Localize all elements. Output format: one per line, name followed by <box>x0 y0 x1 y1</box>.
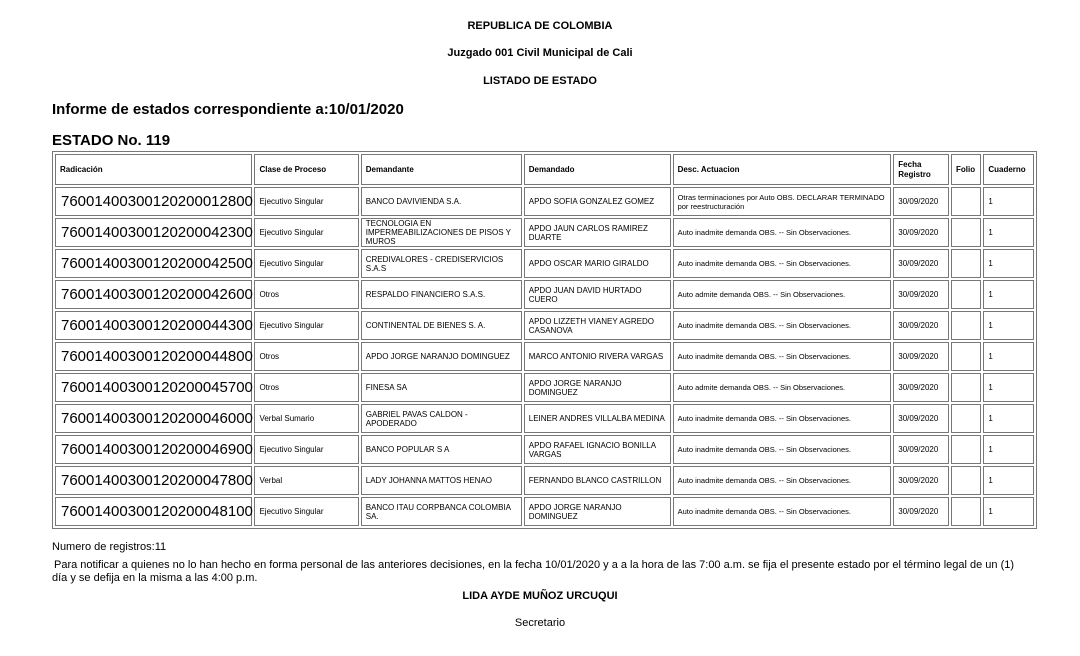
cell-cuaderno: 1 <box>983 249 1034 278</box>
cell-demandante: BANCO ITAU CORPBANCA COLOMBIA SA. <box>361 497 522 526</box>
cell-radicacion: 76001400300120200046000 <box>55 404 252 433</box>
cell-demandante: GABRIEL PAVAS CALDON - APODERADO <box>361 404 522 433</box>
cell-clase-proceso: Verbal <box>254 466 358 495</box>
cell-demandado: APDO JUAN DAVID HURTADO CUERO <box>524 280 671 309</box>
cell-desc-actuacion: Auto inadmite demanda OBS. -- Sin Observaciones. <box>673 435 892 464</box>
cell-folio <box>951 311 981 340</box>
cell-desc-actuacion: Auto inadmite demanda OBS. -- Sin Observaciones. <box>673 404 892 433</box>
cell-folio <box>951 280 981 309</box>
report-title: Informe de estados correspondiente a:10/01/2020 <box>52 101 404 118</box>
cell-fecha-registro: 30/09/2020 <box>893 187 949 216</box>
cell-demandado: LEINER ANDRES VILLALBA MEDINA <box>524 404 671 433</box>
col-folio: Folio <box>951 154 981 185</box>
cell-cuaderno: 1 <box>983 311 1034 340</box>
estados-table <box>52 151 1037 529</box>
cell-clase-proceso: Otros <box>254 280 358 309</box>
cell-demandado: APDO LIZZETH VIANEY AGREDO CASANOVA <box>524 311 671 340</box>
table-row <box>55 404 1034 433</box>
table-row <box>55 311 1034 340</box>
cell-desc-actuacion: Auto inadmite demanda OBS. -- Sin Observaciones. <box>673 311 892 340</box>
table-header-row <box>55 154 1034 185</box>
header-listing: LISTADO DE ESTADO <box>483 75 597 87</box>
cell-fecha-registro: 30/09/2020 <box>893 280 949 309</box>
cell-folio <box>951 342 981 371</box>
cell-cuaderno: 1 <box>983 280 1034 309</box>
cell-cuaderno: 1 <box>983 187 1034 216</box>
notification-text: Para notificar a quienes no lo han hecho en forma personal de las anteriores decisiones, en la fecha 10/01/2020 y a a la hora de las 7:00 a.m. se fija el presente estado por el término legal de un (1) día y se defija en la misma a las 4:00 p.m. <box>52 559 1015 584</box>
cell-demandante: CREDIVALORES - CREDISERVICIOS S.A.S <box>361 249 522 278</box>
cell-cuaderno: 1 <box>983 373 1034 402</box>
table-row <box>55 466 1034 495</box>
table-row <box>55 280 1034 309</box>
cell-fecha-registro: 30/09/2020 <box>893 342 949 371</box>
header-republic: REPUBLICA DE COLOMBIA <box>467 20 613 32</box>
cell-demandado: APDO JAUN CARLOS RAMIREZ DUARTE <box>524 218 671 247</box>
signatory-role: Secretario <box>514 617 566 629</box>
cell-fecha-registro: 30/09/2020 <box>893 404 949 433</box>
cell-clase-proceso: Otros <box>254 342 358 371</box>
cell-cuaderno: 1 <box>983 342 1034 371</box>
cell-demandante: RESPALDO FINANCIERO S.A.S. <box>361 280 522 309</box>
cell-cuaderno: 1 <box>983 497 1034 526</box>
cell-fecha-registro: 30/09/2020 <box>893 435 949 464</box>
table-row <box>55 497 1034 526</box>
estado-number: ESTADO No. 119 <box>52 132 171 149</box>
cell-demandante: TECNOLOGIA EN IMPERMEABILIZACIONES DE PISOS Y MUROS <box>361 218 522 247</box>
cell-folio <box>951 497 981 526</box>
cell-demandado: APDO SOFIA GONZALEZ GOMEZ <box>524 187 671 216</box>
cell-folio <box>951 373 981 402</box>
cell-folio <box>951 466 981 495</box>
table-row <box>55 373 1034 402</box>
col-cuaderno: Cuaderno <box>983 154 1034 185</box>
cell-folio <box>951 404 981 433</box>
record-count: Numero de registros:11 <box>52 541 167 553</box>
cell-desc-actuacion: Otras terminaciones por Auto OBS. DECLARAR TERMINADO por reestructuración <box>673 187 892 216</box>
cell-radicacion: 76001400300120200047800 <box>55 466 252 495</box>
cell-radicacion: 76001400300120200045700 <box>55 373 252 402</box>
cell-demandante: FINESA SA <box>361 373 522 402</box>
cell-clase-proceso: Ejecutivo Singular <box>254 311 358 340</box>
col-demandado: Demandado <box>524 154 671 185</box>
cell-clase-proceso: Ejecutivo Singular <box>254 187 358 216</box>
cell-cuaderno: 1 <box>983 466 1034 495</box>
cell-folio <box>951 218 981 247</box>
table-row <box>55 249 1034 278</box>
cell-clase-proceso: Ejecutivo Singular <box>254 435 358 464</box>
cell-desc-actuacion: Auto inadmite demanda OBS. -- Sin Observaciones. <box>673 497 892 526</box>
header-court: Juzgado 001 Civil Municipal de Cali <box>447 47 633 59</box>
cell-cuaderno: 1 <box>983 435 1034 464</box>
col-demandante: Demandante <box>361 154 522 185</box>
cell-clase-proceso: Ejecutivo Singular <box>254 218 358 247</box>
cell-clase-proceso: Verbal Sumario <box>254 404 358 433</box>
cell-radicacion: 76001400300120200012800 <box>55 187 252 216</box>
cell-desc-actuacion: Auto inadmite demanda OBS. -- Sin Observaciones. <box>673 466 892 495</box>
cell-demandado: APDO OSCAR MARIO GIRALDO <box>524 249 671 278</box>
cell-demandante: BANCO POPULAR S A <box>361 435 522 464</box>
col-fecha-registro: Fecha Registro <box>893 154 949 185</box>
cell-folio <box>951 187 981 216</box>
cell-radicacion: 76001400300120200046900 <box>55 435 252 464</box>
table-row <box>55 187 1034 216</box>
cell-folio <box>951 249 981 278</box>
cell-desc-actuacion: Auto inadmite demanda OBS. -- Sin Observaciones. <box>673 249 892 278</box>
cell-radicacion: 76001400300120200048100 <box>55 497 252 526</box>
cell-demandado: APDO RAFAEL IGNACIO BONILLA VARGAS <box>524 435 671 464</box>
cell-desc-actuacion: Auto admite demanda OBS. -- Sin Observaciones. <box>673 373 892 402</box>
cell-demandante: BANCO DAVIVIENDA S.A. <box>361 187 522 216</box>
cell-clase-proceso: Ejecutivo Singular <box>254 249 358 278</box>
cell-fecha-registro: 30/09/2020 <box>893 497 949 526</box>
cell-fecha-registro: 30/09/2020 <box>893 373 949 402</box>
cell-fecha-registro: 30/09/2020 <box>893 466 949 495</box>
cell-radicacion: 76001400300120200042600 <box>55 280 252 309</box>
cell-desc-actuacion: Auto inadmite demanda OBS. -- Sin Observaciones. <box>673 342 892 371</box>
cell-demandado: APDO JORGE NARANJO DOMINGUEZ <box>524 373 671 402</box>
cell-demandado: FERNANDO BLANCO CASTRILLON <box>524 466 671 495</box>
col-radicacion: Radicación <box>55 154 252 185</box>
cell-desc-actuacion: Auto admite demanda OBS. -- Sin Observaciones. <box>673 280 892 309</box>
cell-cuaderno: 1 <box>983 404 1034 433</box>
cell-fecha-registro: 30/09/2020 <box>893 249 949 278</box>
cell-clase-proceso: Ejecutivo Singular <box>254 497 358 526</box>
cell-demandante: APDO JORGE NARANJO DOMINGUEZ <box>361 342 522 371</box>
cell-cuaderno: 1 <box>983 218 1034 247</box>
cell-clase-proceso: Otros <box>254 373 358 402</box>
table-row <box>55 342 1034 371</box>
col-desc-actuacion: Desc. Actuacion <box>673 154 892 185</box>
cell-demandante: LADY JOHANNA MATTOS HENAO <box>361 466 522 495</box>
table-row <box>55 218 1034 247</box>
cell-demandado: MARCO ANTONIO RIVERA VARGAS <box>524 342 671 371</box>
cell-fecha-registro: 30/09/2020 <box>893 311 949 340</box>
cell-radicacion: 76001400300120200044800 <box>55 342 252 371</box>
cell-fecha-registro: 30/09/2020 <box>893 218 949 247</box>
signatory-name: LIDA AYDE MUÑOZ URCUQUI <box>462 590 618 602</box>
cell-folio <box>951 435 981 464</box>
cell-demandado: APDO JORGE NARANJO DOMINGUEZ <box>524 497 671 526</box>
col-clase-proceso: Clase de Proceso <box>254 154 358 185</box>
cell-radicacion: 76001400300120200042500 <box>55 249 252 278</box>
cell-radicacion: 76001400300120200044300 <box>55 311 252 340</box>
table-row <box>55 435 1034 464</box>
cell-demandante: CONTINENTAL DE BIENES S. A. <box>361 311 522 340</box>
cell-desc-actuacion: Auto inadmite demanda OBS. -- Sin Observaciones. <box>673 218 892 247</box>
cell-radicacion: 76001400300120200042300 <box>55 218 252 247</box>
